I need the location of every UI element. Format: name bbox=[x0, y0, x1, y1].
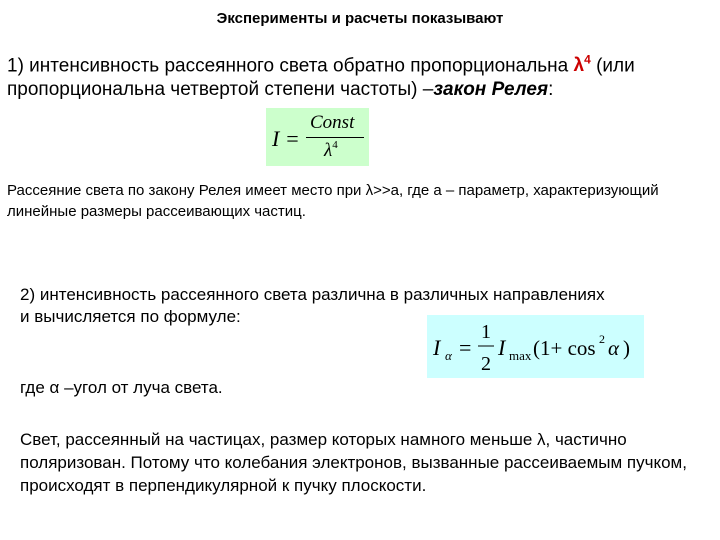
rayleigh-law-name: закон Релея bbox=[433, 79, 549, 101]
formula2-svg bbox=[427, 315, 644, 378]
paragraph-alpha-definition: где α –угол от луча света. bbox=[20, 378, 223, 397]
lambda-symbol: $\lambda^4$ bbox=[573, 53, 591, 77]
formula-intensity-const bbox=[266, 108, 369, 166]
formula2-alpha-sub: α bbox=[445, 348, 452, 363]
formula1-exponent: 4 bbox=[332, 139, 338, 151]
formula2-denominator: 2 bbox=[481, 353, 491, 375]
formula1-denominator: $\lambda^4$ bbox=[324, 139, 338, 161]
formula2-max-sub: max bbox=[509, 348, 532, 363]
formula2-I-max: I bbox=[498, 335, 506, 360]
paragraph-rayleigh-law bbox=[7, 48, 707, 102]
formula2-open: (1+ cos bbox=[533, 336, 596, 360]
paragraph-angular-distribution: 2) интенсивность рассеянного света различна в различных направлениях и вычисляется по формуле: bbox=[20, 285, 605, 326]
paragraph-rayleigh-condition: Рассеяние света по закону Релея имеет место при λ>>a, где a – параметр, характеризующий линейные размеры рассеивающих частиц. bbox=[7, 182, 659, 220]
formula2-close: ) bbox=[623, 336, 630, 360]
formula-angular-intensity bbox=[427, 315, 644, 378]
formula2-numerator: 1 bbox=[481, 321, 491, 343]
formula1-lhs: I = bbox=[272, 126, 300, 151]
formula2-alpha: α bbox=[608, 336, 620, 360]
formula2-square: 2 bbox=[599, 332, 605, 346]
formula1-numerator: Const bbox=[310, 112, 355, 133]
formula2-equals: = bbox=[459, 335, 472, 360]
para1-text-after: (или пропорциональна четвертой степени частоты) – bbox=[7, 55, 635, 101]
paragraph-polarization: Свет, рассеянный на частицах, размер которых намного меньше λ, частично поляризован. Потому что колебания электронов, вызванные рассеиваемым пучком, происходят в перпендикулярной к пучку плоскости. bbox=[20, 430, 687, 495]
formula2-I: I bbox=[433, 335, 441, 360]
slide-title: Эксперименты и расчеты показывают bbox=[216, 10, 504, 27]
lambda-power: 4 bbox=[584, 53, 591, 67]
para1-colon: : bbox=[548, 79, 554, 101]
para1-text-before: 1) интенсивность рассеянного света обратно пропорциональна bbox=[7, 55, 574, 77]
formula1-fraction-bar bbox=[306, 137, 364, 138]
